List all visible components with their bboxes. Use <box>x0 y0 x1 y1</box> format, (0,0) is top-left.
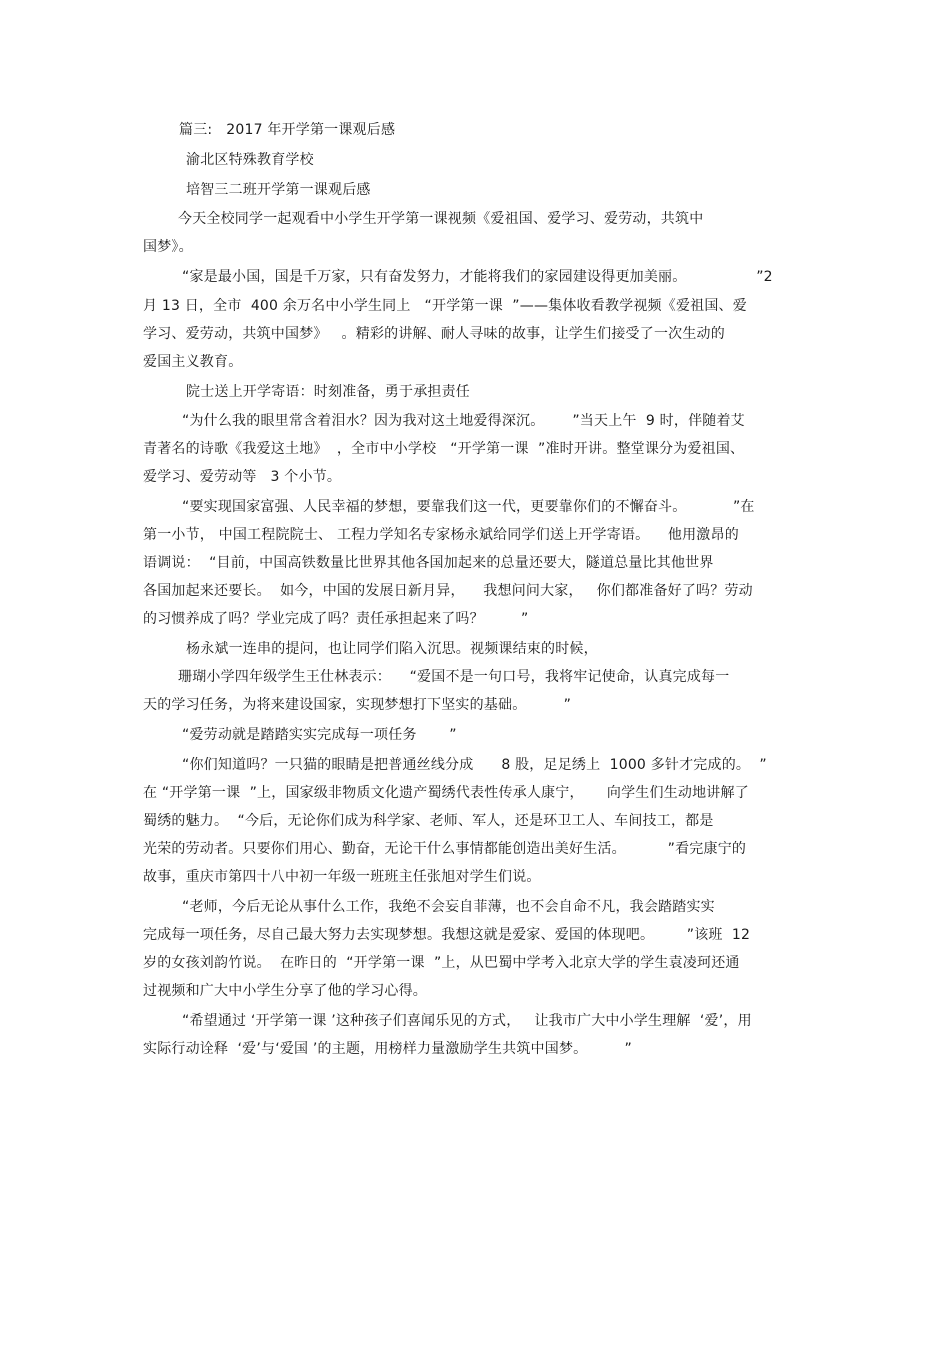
body-line: 今天全校同学一起观看中小学生开学第一课视频《爱祖国、爱学习、爱劳动，共筑中 <box>178 211 704 227</box>
body-line: 完成每一项任务，尽自己最大努力去实现梦想。我想这就是爱家、爱国的体现吧。 ”该班 12 <box>143 927 751 943</box>
body-line: “要实现国家富强、人民幸福的梦想，要靠我们这一代，更要靠你们的不懈奋斗。 ”在 <box>182 499 755 515</box>
body-line: 杨永斌一连串的提问，也让同学们陷入沉思。视频课结束的时候， <box>186 641 598 657</box>
body-line: 各国加起来还要长。 如今，中国的发展日新月异， 我想问问大家， 你们都准备好了吗？劳动 <box>143 583 753 599</box>
body-line: 岁的女孩刘韵竹说。 在昨日的 “开学第一课 ”上，从巴蜀中学考入北京大学的学生袁凌珂还通 <box>143 955 740 971</box>
body-line: “为什么我的眼里常含着泪水？因为我对这土地爱得深沉。 ”当天上午 9 时，伴随着艾 <box>182 413 745 429</box>
body-line: 实际行动诠释 ‘爱’与‘爱国 ’的主题，用榜样力量激励学生共筑中国梦。 ” <box>143 1041 633 1057</box>
body-line: 的习惯养成了吗？学业完成了吗？责任承担起来了吗？ ” <box>143 611 529 627</box>
body-line: 国梦》。 <box>143 239 193 255</box>
body-line: 珊瑚小学四年级学生王仕林表示： “爱国不是一句口号，我将牢记使命，认真完成每一 <box>178 669 730 685</box>
body-line: “希望通过 ‘开学第一课 ’这种孩子们喜闻乐见的方式， 让我市广大中小学生理解 ‘爱’，用 <box>182 1013 752 1029</box>
section-heading: 篇三: 2017 年开学第一课观后感 <box>179 122 396 138</box>
body-line: 爱学习、爱劳动等 3 个小节。 <box>143 469 342 485</box>
body-line: “你们知道吗？一只猫的眼睛是把普通丝线分成 8 股，足足绣上 1000 多针才完成的。 ” <box>182 757 767 773</box>
body-line: 第一小节， 中国工程院院士、 工程力学知名专家杨永斌给同学们送上开学寄语。 他用激昂的 <box>143 527 739 543</box>
body-line: 故事，重庆市第四十八中初一年级一班班主任张旭对学生们说。 <box>143 869 541 885</box>
body-line: 月 13 日，全市 400 余万名中小学生同上 “开学第一课 ”——集体收看教学视频《爱祖国、爱 <box>143 298 747 314</box>
body-line: 在 “开学第一课 ”上，国家级非物质文化遗产蜀绣代表性传承人康宁， 向学生们生动地讲解了 <box>143 785 749 801</box>
body-line: 蜀绣的魅力。 “今后，无论你们成为科学家、老师、军人，还是环卫工人、车间技工，都是 <box>143 813 714 829</box>
body-line: 光荣的劳动者。只要你们用心、勤奋，无论干什么事情都能创造出美好生活。 ”看完康宁的 <box>143 841 747 857</box>
subheading: “爱劳动就是踏踏实实完成每一项任务 ” <box>182 727 457 743</box>
body-line: 语调说： “目前，中国高铁数量比世界其他各国加起来的总量还要大，隧道总量比其他世界 <box>143 555 714 571</box>
subheading: 院士送上开学寄语：时刻准备，勇于承担责任 <box>186 384 470 400</box>
body-line: 学习、爱劳动，共筑中国梦》 。精彩的讲解、耐人寻味的故事，让学生们接受了一次生动的 <box>143 326 725 342</box>
body-line: “家是最小国，国是千万家，只有奋发努力，才能将我们的家园建设得更加美丽。 ”2 <box>182 269 773 285</box>
school-name: 渝北区特殊教育学校 <box>186 152 314 168</box>
body-line: 天的学习任务，为将来建设国家，实现梦想打下坚实的基础。 ” <box>143 697 572 713</box>
body-line: 青著名的诗歌《我爱这土地》 ，全市中小学校 “开学第一课 ”准时开讲。整堂课分为爱祖国、 <box>143 441 745 457</box>
body-line: “老师，今后无论从事什么工作，我绝不会妄自菲薄，也不会自命不凡，我会踏踏实实 <box>182 899 715 915</box>
essay-title: 培智三二班开学第一课观后感 <box>186 182 371 198</box>
body-line: 爱国主义教育。 <box>143 354 243 370</box>
body-line: 过视频和广大中小学生分享了他的学习心得。 <box>143 983 427 999</box>
